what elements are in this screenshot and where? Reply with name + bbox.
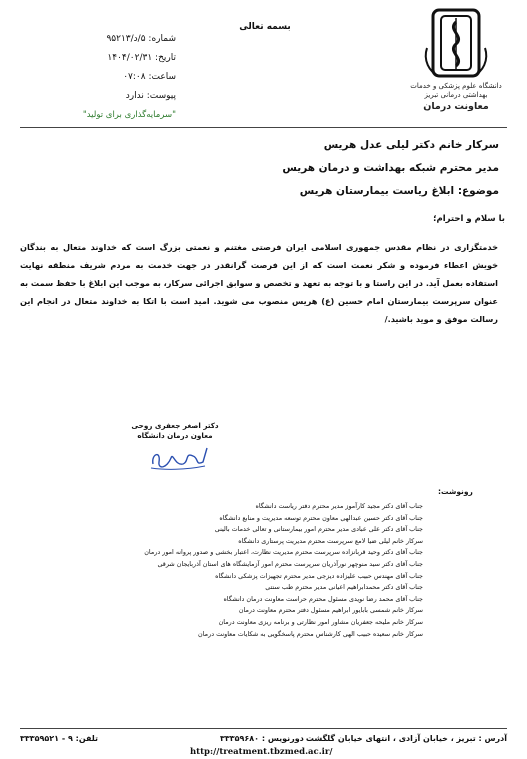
university-logo xyxy=(403,8,509,126)
basmala: بسمه تعالی xyxy=(239,22,291,32)
recipient: سرکار خانم دکتر لیلی عدل هریس xyxy=(323,139,499,151)
header-divider xyxy=(20,127,507,128)
recipient-position: مدیر محترم شبکه بهداشت و درمان هریس xyxy=(282,162,499,174)
footer-url[interactable]: http://treatment.tbzmed.ac.ir/ xyxy=(190,747,333,757)
meta-time-label: ساعت: xyxy=(148,72,176,82)
footer-fax: دورنویس : ۳۳۳۵۹۶۸۰ xyxy=(220,734,304,743)
cc-item: سرکار خانم لیلی ضیا لامع سرپرست محترم مدیریت پرستاری دانشگاه xyxy=(238,536,423,545)
cc-item: جناب آقای دکتر مجید کارآموز مدیر محترم دفتر ریاست دانشگاه xyxy=(255,502,423,510)
cc-item: جناب آقای دکتر محمدابراهیم اعیانی مدیر محترم طب سنتی xyxy=(265,583,423,592)
signature-block xyxy=(130,421,220,441)
meta-time-value: ۰۷:۰۸ xyxy=(123,72,146,82)
letter-meta xyxy=(66,30,176,125)
meta-slogan: "سرمایه‌گذاری برای تولید" xyxy=(82,110,176,120)
cc-item: جناب آقای مهندس حبیب علیزاده دیزجی مدیر محترم تجهیزات پزشکی دانشگاه xyxy=(215,571,423,580)
cc-item: جناب آقای دکتر حسین عبدالهی معاون محترم توسعه مدیریت و منابع دانشگاه xyxy=(219,513,423,522)
handwritten-signature xyxy=(145,440,215,474)
cc-item: جناب آقای دکتر سید منوچهر نورآذریان سرپرست محترم امور آزمایشگاه های استان آذربایجان شرقی xyxy=(157,559,423,568)
greeting: با سلام و احترام؛ xyxy=(433,214,505,224)
meta-date-label: تاریخ: xyxy=(155,53,176,63)
meta-date xyxy=(66,49,176,68)
footer-tel: تلفن: ۹ - ۳۳۳۵۹۵۲۱ xyxy=(20,734,99,743)
meta-attachment-value: ندارد xyxy=(125,91,144,101)
logo-text-small: دانشگاه علوم پزشکی و خدمات بهداشتی درمانی تبریز xyxy=(410,82,502,99)
logo-text-big: معاونت درمان xyxy=(423,101,489,112)
letter-subject: موضوع: ابلاغ ریاست بیمارستان هریس xyxy=(299,185,499,197)
letter-body: خدمتگزاری در نظام مقدس جمهوری اسلامی ایران فرصتی مغتنم و نعمتی بزرگ است که خداوند متعال به بندگان خویش اعطاء فرموده و شکر نعمت است که از این فرصت گرانقدر در جهت خدمت به مردم شریف منطقه نهایت استفاده بعمل آید. در این راستا و با توجه به تعهد و تخصص و سوابق اجرائی سرکار، به موجب این ابلاغ با حفظ سمت به عنوان سرپرست بیمارستان امام حسین (ع) هریس منصوب می شوید. امید است با اتکا به خداوند متعال در انجام این رسالت موفق و موید باشید./ xyxy=(20,242,498,324)
cc-item: سرکار خانم شمسی بابایور ابراهیم مسئول دفتر محترم معاونت درمان xyxy=(238,606,423,615)
meta-number-label: شماره: xyxy=(148,34,176,44)
footer-divider xyxy=(20,728,507,729)
signature-name: دکتر اصغر جعفری روحی xyxy=(131,421,219,430)
cc-item: جناب آقای دکتر علی عبادی مدیر محترم امور بیمارستانی و تعالی خدمات بالینی xyxy=(214,525,423,534)
meta-time xyxy=(66,68,176,87)
meta-date-value: ۱۴۰۴/۰۲/۳۱ xyxy=(107,53,153,63)
cc-item: سرکار خانم ملیحه جعفریان مشاور امور نظارتی و برنامه ریزی معاونت درمان xyxy=(218,617,423,626)
cc-list xyxy=(93,501,423,640)
meta-attachment-label: پیوست: xyxy=(146,91,176,101)
signature-title: معاون درمان دانشگاه xyxy=(137,431,213,440)
meta-number xyxy=(66,30,176,49)
meta-number-value: ۵/د/۹۵۲۱۳ xyxy=(106,34,146,44)
logo-caption xyxy=(403,82,509,111)
meta-attachment xyxy=(66,87,176,106)
cc-title: رونوشت: xyxy=(438,487,473,496)
cc-item: سرکار خانم سعیده حبیب الهی کارشناس محترم پاسخگویی به شکایات معاونت درمان xyxy=(198,629,423,638)
cc-item: جناب آقای محمد رضا نویدی مسئول محترم حراست معاونت درمان دانشگاه xyxy=(223,594,423,603)
cc-item: جناب آقای دکتر وحید قربانزاده سرپرست محترم مدیریت نظارت، اعتبار بخشی و صدور پروانه امور درمان xyxy=(144,548,423,557)
logo-emblem-icon xyxy=(403,8,509,80)
footer-address: آدرس : تبریز ، خیابان آزادی ، انتهای خیابان گلگشت xyxy=(305,734,507,743)
